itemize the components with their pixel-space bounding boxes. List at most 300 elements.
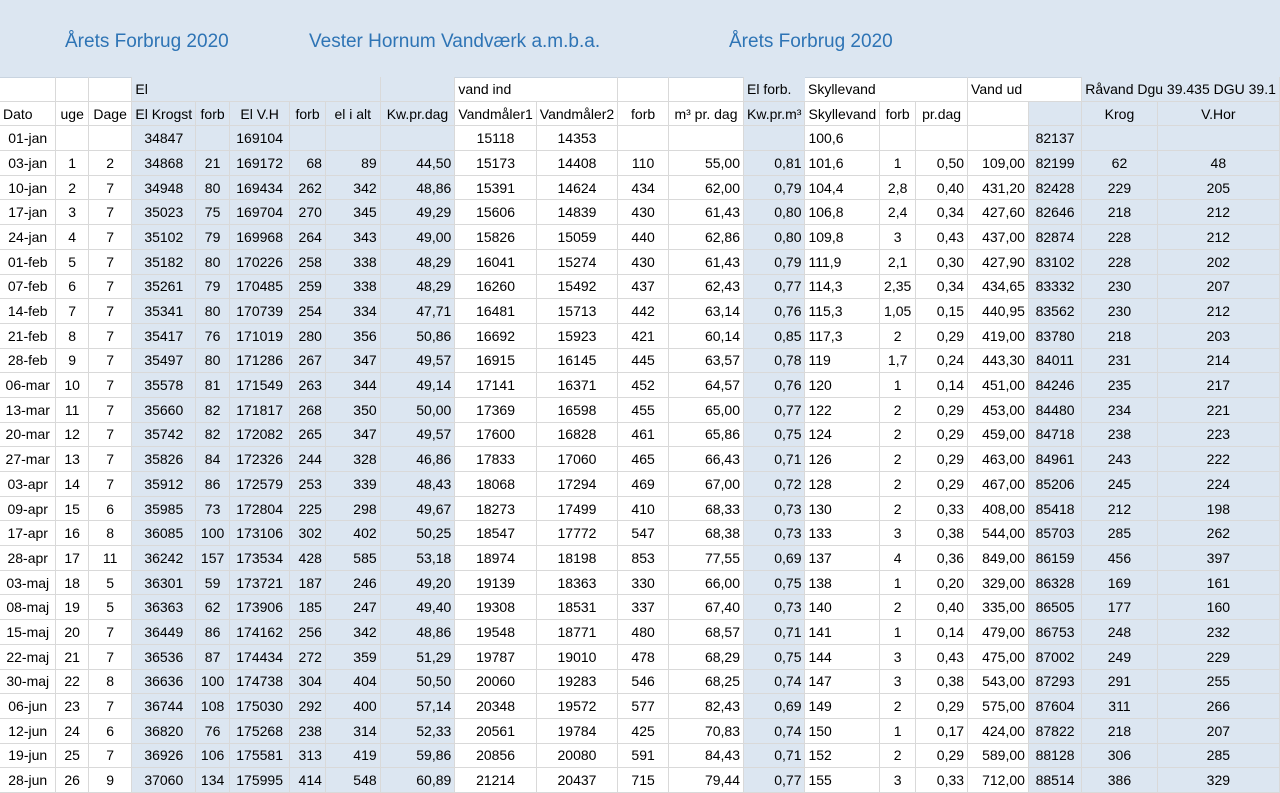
- table-cell[interactable]: 402: [325, 521, 380, 546]
- table-cell[interactable]: 0,36: [916, 546, 968, 571]
- table-cell[interactable]: 24: [56, 718, 88, 743]
- table-cell[interactable]: 212: [1157, 225, 1279, 250]
- table-cell[interactable]: 3: [880, 768, 916, 793]
- table-cell[interactable]: 60,89: [380, 768, 455, 793]
- table-cell[interactable]: 0,38: [916, 521, 968, 546]
- table-cell[interactable]: 115,3: [805, 299, 880, 324]
- table-cell[interactable]: 437: [618, 274, 669, 299]
- table-cell[interactable]: 546: [618, 669, 669, 694]
- table-cell[interactable]: 187: [290, 570, 326, 595]
- table-cell[interactable]: 0,74: [744, 718, 805, 743]
- table-cell[interactable]: 0,29: [916, 397, 968, 422]
- table-cell[interactable]: 0,80: [744, 225, 805, 250]
- table-cell[interactable]: 172082: [230, 422, 290, 447]
- table-cell[interactable]: 232: [1157, 620, 1279, 645]
- table-cell[interactable]: 221: [1157, 397, 1279, 422]
- table-cell[interactable]: 7: [88, 348, 131, 373]
- table-cell[interactable]: 267: [290, 348, 326, 373]
- table-cell[interactable]: 110: [618, 151, 669, 176]
- table-cell[interactable]: 0,79: [744, 175, 805, 200]
- table-cell[interactable]: [1157, 126, 1279, 151]
- table-cell[interactable]: 585: [325, 546, 380, 571]
- table-cell[interactable]: 49,29: [380, 200, 455, 225]
- table-cell[interactable]: 15059: [536, 225, 617, 250]
- table-cell[interactable]: 338: [325, 249, 380, 274]
- table-cell[interactable]: 330: [618, 570, 669, 595]
- table-cell[interactable]: 2: [880, 422, 916, 447]
- table-cell[interactable]: 68,33: [668, 496, 743, 521]
- table-cell[interactable]: 20561: [455, 718, 536, 743]
- table-cell[interactable]: 16828: [536, 422, 617, 447]
- table-cell[interactable]: 342: [325, 175, 380, 200]
- table-cell[interactable]: 410: [618, 496, 669, 521]
- table-cell[interactable]: 329,00: [968, 570, 1029, 595]
- table-cell[interactable]: 36636: [132, 669, 196, 694]
- table-cell[interactable]: 4: [56, 225, 88, 250]
- table-cell[interactable]: 16260: [455, 274, 536, 299]
- table-cell[interactable]: 255: [1157, 669, 1279, 694]
- table-cell[interactable]: 7: [88, 225, 131, 250]
- table-cell[interactable]: 100: [196, 521, 230, 546]
- table-cell[interactable]: 48,86: [380, 620, 455, 645]
- table-cell[interactable]: 0,75: [744, 422, 805, 447]
- table-cell[interactable]: 0,71: [744, 743, 805, 768]
- table-cell[interactable]: 35182: [132, 249, 196, 274]
- table-cell[interactable]: 53,18: [380, 546, 455, 571]
- table-cell[interactable]: 76: [196, 718, 230, 743]
- table-cell[interactable]: 35985: [132, 496, 196, 521]
- table-cell[interactable]: 15826: [455, 225, 536, 250]
- table-cell[interactable]: 18273: [455, 496, 536, 521]
- table-cell[interactable]: [196, 126, 230, 151]
- table-cell[interactable]: 18: [56, 570, 88, 595]
- table-cell[interactable]: 124: [805, 422, 880, 447]
- table-cell[interactable]: 173534: [230, 546, 290, 571]
- table-cell[interactable]: 18363: [536, 570, 617, 595]
- table-cell[interactable]: 1: [56, 151, 88, 176]
- table-cell[interactable]: 18974: [455, 546, 536, 571]
- table-cell[interactable]: 36536: [132, 644, 196, 669]
- table-cell[interactable]: 07-feb: [0, 274, 56, 299]
- table-cell[interactable]: 01-feb: [0, 249, 56, 274]
- table-cell[interactable]: 34948: [132, 175, 196, 200]
- table-cell[interactable]: [56, 126, 88, 151]
- table-cell[interactable]: 478: [618, 644, 669, 669]
- table-cell[interactable]: 66,00: [668, 570, 743, 595]
- table-cell[interactable]: 3: [880, 669, 916, 694]
- table-cell[interactable]: 57,14: [380, 694, 455, 719]
- table-cell[interactable]: 262: [290, 175, 326, 200]
- table-cell[interactable]: 7: [88, 373, 131, 398]
- table-cell[interactable]: 0,40: [916, 175, 968, 200]
- table-cell[interactable]: 228: [1082, 249, 1157, 274]
- table-cell[interactable]: 0,17: [916, 718, 968, 743]
- table-cell[interactable]: 5: [88, 595, 131, 620]
- table-cell[interactable]: 130: [805, 496, 880, 521]
- table-cell[interactable]: 4: [880, 546, 916, 571]
- table-cell[interactable]: 85418: [1028, 496, 1081, 521]
- table-cell[interactable]: 6: [56, 274, 88, 299]
- table-cell[interactable]: 3: [880, 644, 916, 669]
- table-cell[interactable]: 64,57: [668, 373, 743, 398]
- table-cell[interactable]: 246: [325, 570, 380, 595]
- table-cell[interactable]: 475,00: [968, 644, 1029, 669]
- table-cell[interactable]: 08-maj: [0, 595, 56, 620]
- table-cell[interactable]: 400: [325, 694, 380, 719]
- table-cell[interactable]: 85703: [1028, 521, 1081, 546]
- table-cell[interactable]: 3: [56, 200, 88, 225]
- table-cell[interactable]: 35660: [132, 397, 196, 422]
- table-cell[interactable]: 17772: [536, 521, 617, 546]
- table-cell[interactable]: 0,29: [916, 447, 968, 472]
- table-cell[interactable]: 243: [1082, 447, 1157, 472]
- table-cell[interactable]: 218: [1082, 200, 1157, 225]
- table-cell[interactable]: 244: [290, 447, 326, 472]
- table-cell[interactable]: 1: [880, 718, 916, 743]
- table-cell[interactable]: 0,29: [916, 323, 968, 348]
- table-cell[interactable]: 65,86: [668, 422, 743, 447]
- table-cell[interactable]: 62,00: [668, 175, 743, 200]
- table-cell[interactable]: 14839: [536, 200, 617, 225]
- table-cell[interactable]: 0,29: [916, 472, 968, 497]
- table-cell[interactable]: 37060: [132, 768, 196, 793]
- table-cell[interactable]: 0,77: [744, 397, 805, 422]
- table-cell[interactable]: 25: [56, 743, 88, 768]
- table-cell[interactable]: 106: [196, 743, 230, 768]
- table-cell[interactable]: 1: [880, 570, 916, 595]
- table-cell[interactable]: 63,57: [668, 348, 743, 373]
- table-cell[interactable]: 266: [1157, 694, 1279, 719]
- table-cell[interactable]: 0,73: [744, 595, 805, 620]
- table-cell[interactable]: 440: [618, 225, 669, 250]
- table-cell[interactable]: 230: [1082, 299, 1157, 324]
- table-cell[interactable]: 7: [56, 299, 88, 324]
- table-cell[interactable]: 134: [196, 768, 230, 793]
- table-cell[interactable]: 19572: [536, 694, 617, 719]
- table-cell[interactable]: 0,69: [744, 694, 805, 719]
- table-cell[interactable]: 52,33: [380, 718, 455, 743]
- table-cell[interactable]: 59: [196, 570, 230, 595]
- table-cell[interactable]: 82874: [1028, 225, 1081, 250]
- table-cell[interactable]: 35742: [132, 422, 196, 447]
- table-cell[interactable]: 7: [88, 274, 131, 299]
- table-cell[interactable]: 222: [1157, 447, 1279, 472]
- table-cell[interactable]: 175995: [230, 768, 290, 793]
- table-cell[interactable]: 35261: [132, 274, 196, 299]
- table-cell[interactable]: 67,40: [668, 595, 743, 620]
- table-cell[interactable]: 79,44: [668, 768, 743, 793]
- table-cell[interactable]: 111,9: [805, 249, 880, 274]
- table-cell[interactable]: 19283: [536, 669, 617, 694]
- table-cell[interactable]: 2: [880, 397, 916, 422]
- table-cell[interactable]: 0,77: [744, 768, 805, 793]
- table-cell[interactable]: 82,43: [668, 694, 743, 719]
- table-cell[interactable]: 128: [805, 472, 880, 497]
- table-cell[interactable]: 272: [290, 644, 326, 669]
- table-cell[interactable]: 17060: [536, 447, 617, 472]
- table-cell[interactable]: 256: [290, 620, 326, 645]
- table-cell[interactable]: 440,95: [968, 299, 1029, 324]
- table-cell[interactable]: 80: [196, 249, 230, 274]
- table-cell[interactable]: 7: [88, 175, 131, 200]
- table-cell[interactable]: 35826: [132, 447, 196, 472]
- table-cell[interactable]: 122: [805, 397, 880, 422]
- table-cell[interactable]: 298: [325, 496, 380, 521]
- table-cell[interactable]: 108: [196, 694, 230, 719]
- table-cell[interactable]: 20437: [536, 768, 617, 793]
- table-cell[interactable]: 170226: [230, 249, 290, 274]
- table-cell[interactable]: 17600: [455, 422, 536, 447]
- table-cell[interactable]: 0,77: [744, 274, 805, 299]
- table-cell[interactable]: 7: [88, 472, 131, 497]
- table-cell[interactable]: 36363: [132, 595, 196, 620]
- table-cell[interactable]: 87002: [1028, 644, 1081, 669]
- table-cell[interactable]: 231: [1082, 348, 1157, 373]
- table-cell[interactable]: 14408: [536, 151, 617, 176]
- table-cell[interactable]: 82: [196, 422, 230, 447]
- table-cell[interactable]: 22: [56, 669, 88, 694]
- table-cell[interactable]: 36926: [132, 743, 196, 768]
- table-cell[interactable]: 339: [325, 472, 380, 497]
- table-cell[interactable]: 1: [880, 373, 916, 398]
- table-cell[interactable]: [668, 126, 743, 151]
- table-cell[interactable]: 424,00: [968, 718, 1029, 743]
- table-cell[interactable]: 173106: [230, 521, 290, 546]
- table-cell[interactable]: 285: [1157, 743, 1279, 768]
- table-cell[interactable]: 85206: [1028, 472, 1081, 497]
- table-cell[interactable]: 67,00: [668, 472, 743, 497]
- table-cell[interactable]: 386: [1082, 768, 1157, 793]
- table-cell[interactable]: 245: [1082, 472, 1157, 497]
- table-cell[interactable]: 229: [1157, 644, 1279, 669]
- table-cell[interactable]: 20348: [455, 694, 536, 719]
- table-cell[interactable]: 0,15: [916, 299, 968, 324]
- table-cell[interactable]: 17833: [455, 447, 536, 472]
- table-cell[interactable]: 342: [325, 620, 380, 645]
- table-cell[interactable]: 461: [618, 422, 669, 447]
- table-cell[interactable]: 16371: [536, 373, 617, 398]
- table-cell[interactable]: 7: [88, 299, 131, 324]
- table-cell[interactable]: 591: [618, 743, 669, 768]
- table-cell[interactable]: 575,00: [968, 694, 1029, 719]
- table-cell[interactable]: 06-jun: [0, 694, 56, 719]
- table-cell[interactable]: 0,79: [744, 249, 805, 274]
- table-cell[interactable]: 84246: [1028, 373, 1081, 398]
- table-cell[interactable]: 2,1: [880, 249, 916, 274]
- table-cell[interactable]: 223: [1157, 422, 1279, 447]
- table-cell[interactable]: 15: [56, 496, 88, 521]
- table-cell[interactable]: 73: [196, 496, 230, 521]
- table-cell[interactable]: 0,80: [744, 200, 805, 225]
- table-cell[interactable]: 452: [618, 373, 669, 398]
- table-cell[interactable]: 49,57: [380, 422, 455, 447]
- table-cell[interactable]: 3: [880, 225, 916, 250]
- table-cell[interactable]: 264: [290, 225, 326, 250]
- table-cell[interactable]: 35023: [132, 200, 196, 225]
- table-cell[interactable]: 114,3: [805, 274, 880, 299]
- table-cell[interactable]: 469: [618, 472, 669, 497]
- table-cell[interactable]: 238: [290, 718, 326, 743]
- table-cell[interactable]: 359: [325, 644, 380, 669]
- table-cell[interactable]: 451,00: [968, 373, 1029, 398]
- table-cell[interactable]: 0,76: [744, 299, 805, 324]
- table-cell[interactable]: 350: [325, 397, 380, 422]
- table-cell[interactable]: 212: [1157, 200, 1279, 225]
- table-cell[interactable]: 311: [1082, 694, 1157, 719]
- table-cell[interactable]: 66,43: [668, 447, 743, 472]
- table-cell[interactable]: 174162: [230, 620, 290, 645]
- table-cell[interactable]: 60,14: [668, 323, 743, 348]
- table-cell[interactable]: 15118: [455, 126, 536, 151]
- table-cell[interactable]: 479,00: [968, 620, 1029, 645]
- table-cell[interactable]: 28-jun: [0, 768, 56, 793]
- table-cell[interactable]: 34868: [132, 151, 196, 176]
- table-cell[interactable]: 0,73: [744, 521, 805, 546]
- table-cell[interactable]: 21: [56, 644, 88, 669]
- table-cell[interactable]: 430: [618, 249, 669, 274]
- table-cell[interactable]: 160: [1157, 595, 1279, 620]
- table-cell[interactable]: 84011: [1028, 348, 1081, 373]
- table-cell[interactable]: 82: [196, 397, 230, 422]
- table-cell[interactable]: 428: [290, 546, 326, 571]
- table-cell[interactable]: 141: [805, 620, 880, 645]
- table-cell[interactable]: 161: [1157, 570, 1279, 595]
- table-cell[interactable]: 16145: [536, 348, 617, 373]
- table-cell[interactable]: 10: [56, 373, 88, 398]
- table-cell[interactable]: 49,00: [380, 225, 455, 250]
- table-cell[interactable]: 10-jan: [0, 175, 56, 200]
- table-cell[interactable]: 0,33: [916, 768, 968, 793]
- table-cell[interactable]: 202: [1157, 249, 1279, 274]
- table-cell[interactable]: 15606: [455, 200, 536, 225]
- table-cell[interactable]: 3: [880, 521, 916, 546]
- table-cell[interactable]: 414: [290, 768, 326, 793]
- table-cell[interactable]: 285: [1082, 521, 1157, 546]
- table-cell[interactable]: 207: [1157, 718, 1279, 743]
- table-cell[interactable]: 306: [1082, 743, 1157, 768]
- table-cell[interactable]: 44,50: [380, 151, 455, 176]
- table-cell[interactable]: 544,00: [968, 521, 1029, 546]
- table-cell[interactable]: 7: [88, 620, 131, 645]
- table-cell[interactable]: 20856: [455, 743, 536, 768]
- table-cell[interactable]: 430: [618, 200, 669, 225]
- table-cell[interactable]: 18068: [455, 472, 536, 497]
- table-cell[interactable]: 0,50: [916, 151, 968, 176]
- table-cell[interactable]: 169: [1082, 570, 1157, 595]
- table-cell[interactable]: 445: [618, 348, 669, 373]
- table-cell[interactable]: 0,14: [916, 373, 968, 398]
- table-cell[interactable]: 88514: [1028, 768, 1081, 793]
- table-cell[interactable]: 36242: [132, 546, 196, 571]
- table-cell[interactable]: 03-apr: [0, 472, 56, 497]
- table-cell[interactable]: 21: [196, 151, 230, 176]
- table-cell[interactable]: 19308: [455, 595, 536, 620]
- table-cell[interactable]: 15492: [536, 274, 617, 299]
- table-cell[interactable]: 55,00: [668, 151, 743, 176]
- table-cell[interactable]: 2: [56, 175, 88, 200]
- table-cell[interactable]: 453,00: [968, 397, 1029, 422]
- table-cell[interactable]: 0,34: [916, 200, 968, 225]
- table-cell[interactable]: 459,00: [968, 422, 1029, 447]
- table-cell[interactable]: 17499: [536, 496, 617, 521]
- table-cell[interactable]: 0,72: [744, 472, 805, 497]
- table-cell[interactable]: 106,8: [805, 200, 880, 225]
- table-cell[interactable]: 14-feb: [0, 299, 56, 324]
- table-cell[interactable]: 138: [805, 570, 880, 595]
- table-cell[interactable]: 35578: [132, 373, 196, 398]
- table-cell[interactable]: 18547: [455, 521, 536, 546]
- table-cell[interactable]: 20: [56, 620, 88, 645]
- table-cell[interactable]: 313: [290, 743, 326, 768]
- table-cell[interactable]: 20080: [536, 743, 617, 768]
- table-cell[interactable]: 175268: [230, 718, 290, 743]
- table-cell[interactable]: 173721: [230, 570, 290, 595]
- table-cell[interactable]: 169968: [230, 225, 290, 250]
- table-cell[interactable]: 427,60: [968, 200, 1029, 225]
- table-cell[interactable]: 171549: [230, 373, 290, 398]
- table-cell[interactable]: 434,65: [968, 274, 1029, 299]
- table-cell[interactable]: 36820: [132, 718, 196, 743]
- table-cell[interactable]: 19784: [536, 718, 617, 743]
- table-cell[interactable]: 172804: [230, 496, 290, 521]
- table-cell[interactable]: 0,29: [916, 694, 968, 719]
- table-cell[interactable]: 344: [325, 373, 380, 398]
- table-cell[interactable]: 265: [290, 422, 326, 447]
- table-cell[interactable]: 144: [805, 644, 880, 669]
- table-cell[interactable]: 100: [196, 669, 230, 694]
- table-cell[interactable]: 62: [1082, 151, 1157, 176]
- table-cell[interactable]: 2: [880, 694, 916, 719]
- table-cell[interactable]: 270: [290, 200, 326, 225]
- table-cell[interactable]: 169172: [230, 151, 290, 176]
- table-cell[interactable]: 437,00: [968, 225, 1029, 250]
- table-cell[interactable]: 19: [56, 595, 88, 620]
- table-cell[interactable]: 577: [618, 694, 669, 719]
- table-cell[interactable]: 547: [618, 521, 669, 546]
- table-cell[interactable]: 11: [56, 397, 88, 422]
- table-cell[interactable]: 2,4: [880, 200, 916, 225]
- table-cell[interactable]: 171286: [230, 348, 290, 373]
- table-cell[interactable]: 83102: [1028, 249, 1081, 274]
- table-cell[interactable]: 356: [325, 323, 380, 348]
- table-cell[interactable]: 408,00: [968, 496, 1029, 521]
- table-cell[interactable]: [880, 126, 916, 151]
- table-cell[interactable]: 68,38: [668, 521, 743, 546]
- table-cell[interactable]: 442: [618, 299, 669, 324]
- table-cell[interactable]: 22-maj: [0, 644, 56, 669]
- table-cell[interactable]: 21214: [455, 768, 536, 793]
- table-cell[interactable]: 715: [618, 768, 669, 793]
- table-cell[interactable]: 225: [290, 496, 326, 521]
- table-cell[interactable]: 171817: [230, 397, 290, 422]
- table-cell[interactable]: 100,6: [805, 126, 880, 151]
- table-cell[interactable]: 169704: [230, 200, 290, 225]
- table-cell[interactable]: 456: [1082, 546, 1157, 571]
- table-cell[interactable]: 263: [290, 373, 326, 398]
- table-cell[interactable]: 8: [88, 521, 131, 546]
- table-cell[interactable]: [916, 126, 968, 151]
- table-cell[interactable]: 14353: [536, 126, 617, 151]
- table-cell[interactable]: 152: [805, 743, 880, 768]
- table-cell[interactable]: 329: [1157, 768, 1279, 793]
- table-cell[interactable]: 9: [56, 348, 88, 373]
- table-cell[interactable]: 150: [805, 718, 880, 743]
- table-cell[interactable]: 77,55: [668, 546, 743, 571]
- table-cell[interactable]: 34847: [132, 126, 196, 151]
- table-cell[interactable]: 82137: [1028, 126, 1081, 151]
- table-cell[interactable]: 2,35: [880, 274, 916, 299]
- table-cell[interactable]: 16915: [455, 348, 536, 373]
